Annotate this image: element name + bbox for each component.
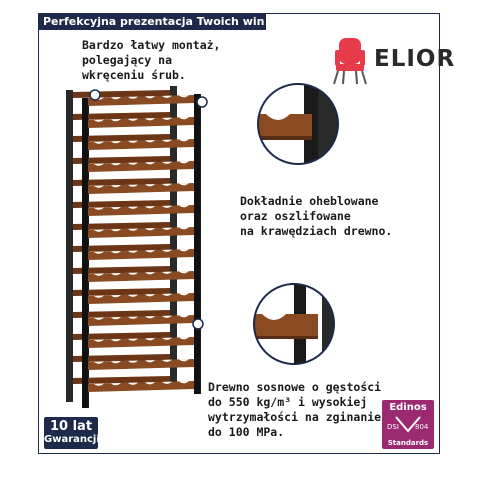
feature-assembly: Bardzo łatwy montaż, polegający na wkręceniu śrub.	[82, 38, 221, 82]
certificate-code-right: 804	[415, 423, 429, 431]
detail-zoom-bottom	[252, 282, 336, 366]
wine-rack-image	[54, 84, 214, 414]
feature-finish: Dokładnie oheblowane oraz oszlifowane na krawędziach drewno.	[240, 194, 393, 238]
edinos-certificate-badge	[382, 400, 434, 449]
guarantee-years: 10 lat	[49, 419, 93, 434]
feature-wood: Drewno sosnowe o gęstości do 550 kg/m³ i wysokiej wytrzymałości na zginanie do 100 MPa.	[208, 380, 382, 439]
certificate-name: Edinos	[389, 402, 427, 413]
certificate-label: Standards	[387, 439, 429, 447]
chair-icon	[334, 38, 366, 84]
certificate-check-icon	[382, 413, 434, 433]
brand-name: ELIOR	[374, 46, 456, 72]
detail-zoom-top	[256, 82, 340, 166]
headline-banner: Perfekcyjna prezentacja Twoich win!	[38, 13, 266, 30]
guarantee-label: Gwarancji	[44, 434, 100, 445]
certificate-code-left: DSI	[387, 423, 399, 431]
guarantee-badge	[44, 417, 98, 449]
